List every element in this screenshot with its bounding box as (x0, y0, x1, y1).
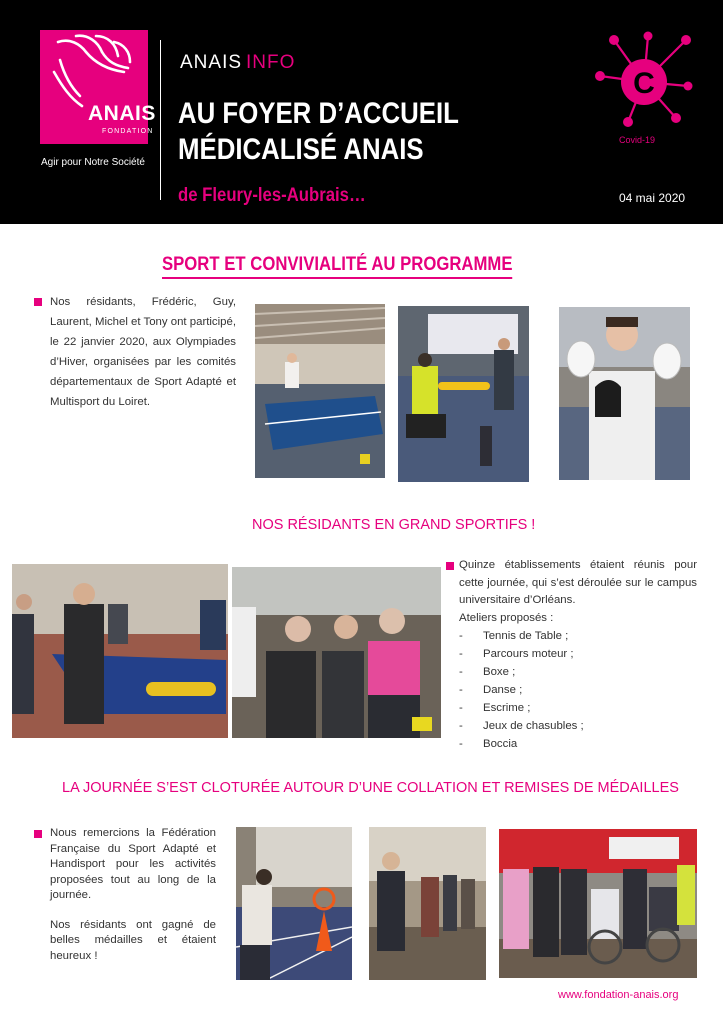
website-link[interactable]: www.fondation-anais.org (558, 989, 679, 1001)
campus-intro: Quinze établissements étaient réunis pour cette journée, qui s’est déroulée sur le campus universitaire d’Orléans. (459, 559, 697, 606)
list-dash: - (459, 630, 463, 642)
title-line-1: AU FOYER D’ACCUEIL (178, 97, 459, 130)
section-text-campus (459, 557, 697, 753)
section-title-closing: LA JOURNÉE S’EST CLOTURÉE AUTOUR D’UNE COLLATION ET REMISES DE MÉDAILLES (62, 780, 679, 796)
page-title (178, 96, 459, 168)
section-text-thanks (50, 826, 216, 964)
workshop-label: Boccia (483, 738, 518, 750)
list-dash: - (459, 648, 463, 660)
list-dash: - (459, 666, 463, 678)
list-item (459, 627, 697, 645)
header-banner (0, 0, 723, 224)
logo-text: ANAIS (88, 102, 156, 125)
publication-date: 04 mai 2020 (619, 191, 686, 205)
photo-medal-ceremony (499, 829, 697, 978)
list-dash: - (459, 702, 463, 714)
list-item (459, 645, 697, 663)
covid-letter: C (633, 67, 655, 100)
hand-logo-icon (40, 30, 148, 144)
photo-dance-activity (369, 827, 486, 980)
photo-table-tennis-hall (255, 304, 385, 478)
section-title-sport: SPORT ET CONVIVIALITÉ AU PROGRAMME (162, 254, 513, 279)
list-dash: - (459, 684, 463, 696)
thanks-text: Nous remercions la Fédération Française du Sport Adapté et Handisport pour les activités proposées tout au long de la journée. (50, 827, 216, 901)
photo-boxing (559, 307, 690, 480)
list-item (459, 663, 697, 681)
series-name: ANAIS (180, 52, 243, 73)
medals-text: Nos résidants ont gagné de belles médailles et étaient heureux ! (50, 918, 216, 962)
list-dash: - (459, 738, 463, 750)
photo-ping-pong-players (12, 564, 228, 738)
covid-label: Covid-19 (619, 135, 656, 145)
photo-gym-activity (398, 306, 529, 482)
workshop-label: Escrime ; (483, 702, 531, 714)
section-title-residents: NOS RÉSIDANTS EN GRAND SPORTIFS ! (252, 517, 536, 533)
header-divider (160, 40, 161, 200)
section-text-olympiades: Nos résidants, Frédéric, Guy, Laurent, Michel et Tony ont participé, le 22 janvier 2020, aux Olympiades d’Hiver, organisées par les comités départementaux de Sport Adapté et Multisport du Loiret. (50, 296, 236, 408)
list-dash: - (459, 720, 463, 732)
workshop-label: Boxe ; (483, 666, 516, 678)
photo-motor-course (236, 827, 352, 980)
list-item (459, 699, 697, 717)
workshop-label: Parcours moteur ; (483, 648, 574, 660)
list-item (459, 735, 697, 753)
list-item (459, 681, 697, 699)
workshops-label: Ateliers proposés : (459, 611, 554, 624)
workshops-list (459, 627, 697, 753)
bullet-square (446, 562, 454, 570)
workshop-label: Tennis de Table ; (483, 630, 569, 642)
workshop-label: Jeux de chasubles ; (483, 720, 584, 732)
anais-logo (40, 30, 156, 144)
series-label (180, 52, 295, 74)
covid-virus-icon (592, 30, 696, 134)
bullet-square (34, 298, 42, 306)
series-accent: INFO (246, 52, 296, 73)
paragraph-gap (50, 904, 216, 918)
bullet-square (34, 830, 42, 838)
tagline: Agir pour Notre Société (41, 157, 145, 168)
list-item (459, 717, 697, 735)
workshop-label: Danse ; (483, 684, 523, 696)
photo-residents-bench (232, 567, 441, 738)
title-line-2: MÉDICALISÉ ANAIS (178, 133, 424, 166)
page-subtitle: de Fleury-les-Aubrais… (178, 185, 366, 206)
logo-subtext: FONDATION (102, 128, 154, 135)
